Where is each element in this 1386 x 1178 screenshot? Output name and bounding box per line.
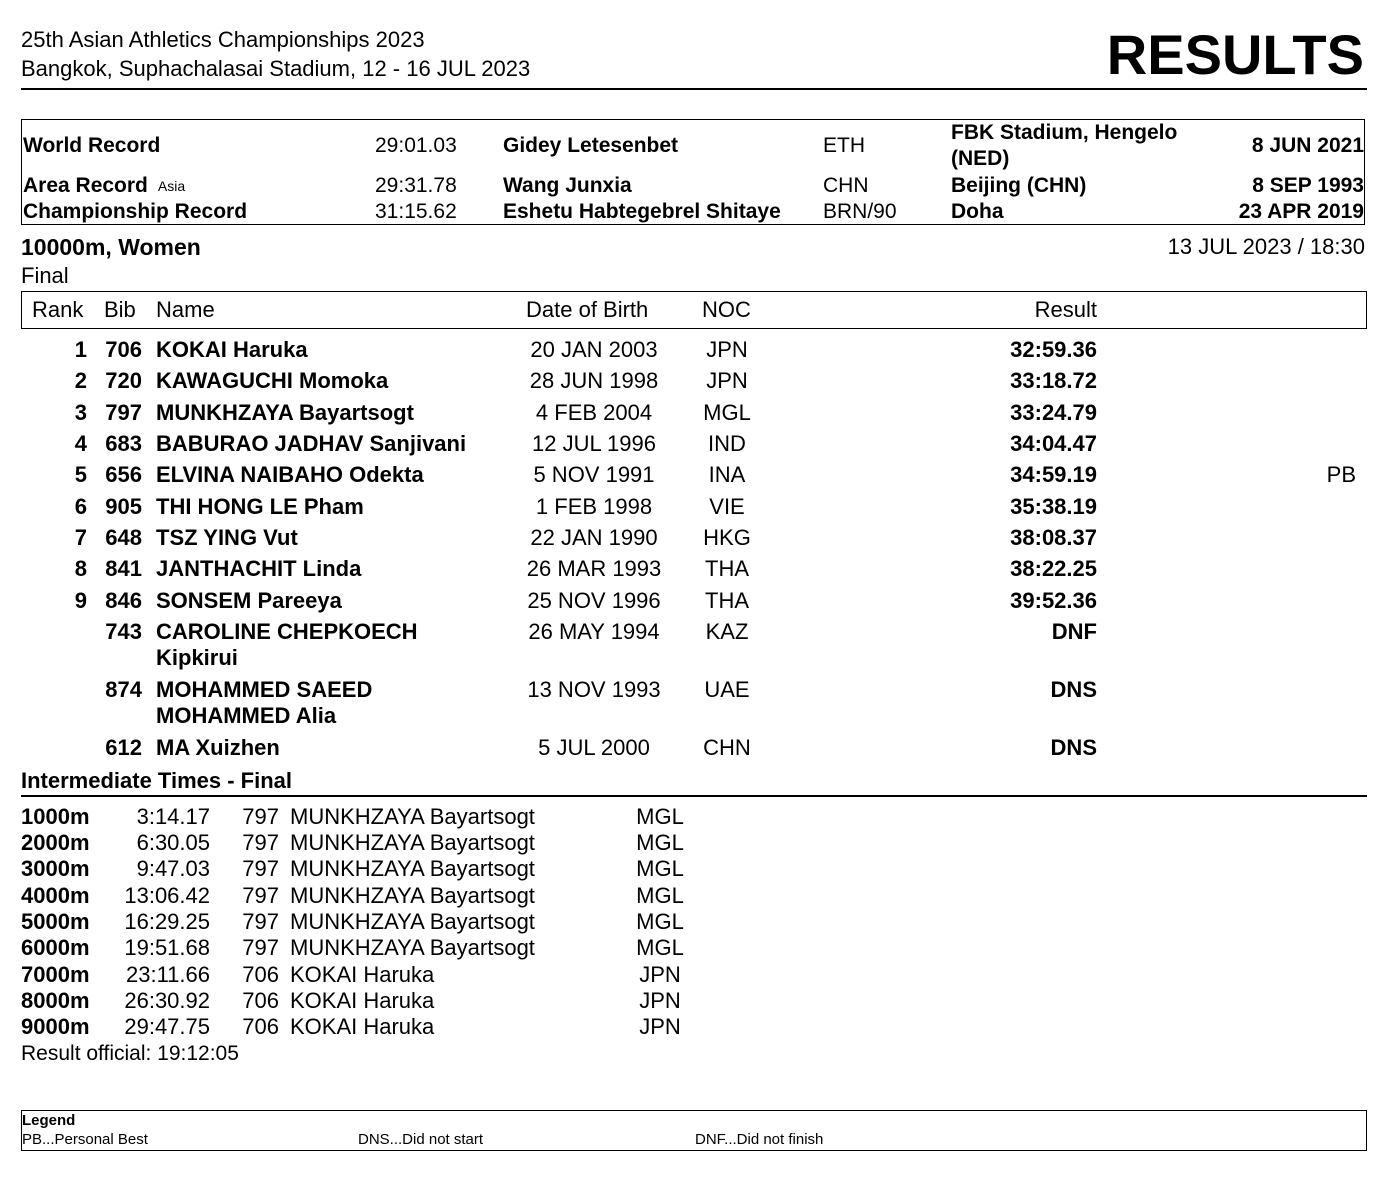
record-noc: BRN/90 [823, 200, 897, 223]
date-of-birth: 28 JUN 1998 [529, 368, 659, 393]
result: 34:59.19 [1010, 462, 1097, 487]
event-title: 10000m, Women [21, 234, 201, 260]
split-leader: MUNKHZAYA Bayartsogt [290, 804, 535, 829]
result: 33:24.79 [1010, 400, 1097, 425]
athlete-name-cont: Kipkirui [156, 645, 238, 670]
record-date: 23 APR 2019 [1238, 200, 1364, 223]
date-of-birth: 4 FEB 2004 [535, 400, 653, 425]
split-noc: MGL [636, 909, 684, 934]
record-type: Area Record Asia [23, 174, 186, 197]
rank: 5 [74, 462, 87, 487]
split-time: 3:14.17 [136, 804, 210, 829]
split-time: 23:11.66 [125, 962, 210, 987]
noc: UAE [704, 677, 750, 702]
document-type-title: RESULTS [1106, 23, 1364, 86]
split-time: 16:29.25 [124, 909, 210, 934]
bib: 846 [105, 588, 142, 613]
athlete-name: MUNKHZAYA Bayartsogt [156, 400, 414, 425]
rank: 6 [74, 494, 87, 519]
col-header-dob: Date of Birth [526, 297, 649, 322]
split-distance: 2000m [21, 830, 90, 855]
split-leader: KOKAI Haruka [290, 988, 435, 1013]
date-of-birth: 25 NOV 1996 [527, 588, 661, 613]
bib: 905 [105, 494, 142, 519]
split-time: 13:06.42 [124, 883, 210, 908]
split-bib: 797 [242, 883, 279, 908]
noc: MGL [703, 400, 751, 425]
result: DNF [1051, 619, 1097, 644]
record-venue: Doha [951, 200, 1004, 223]
rank: 8 [74, 556, 87, 581]
date-of-birth: 22 JAN 1990 [530, 525, 658, 550]
split-distance: 9000m [21, 1014, 90, 1039]
result-note: PB [1326, 462, 1356, 487]
record-noc: CHN [823, 174, 869, 197]
record-time: 29:01.03 [375, 134, 457, 157]
intermediate-title: Intermediate Times - Final [21, 768, 293, 793]
legend-item-dns: DNS...Did not start [358, 1131, 484, 1148]
split-distance: 3000m [21, 856, 90, 881]
date-of-birth: 5 JUL 2000 [538, 735, 650, 760]
col-header-bib: Bib [104, 297, 136, 322]
record-holder: Eshetu Habtegebrel Shitaye [503, 200, 781, 223]
date-of-birth: 13 NOV 1993 [527, 677, 661, 702]
result: DNS [1050, 677, 1097, 702]
noc: KAZ [705, 619, 749, 644]
record-venue: FBK Stadium, Hengelo [951, 121, 1178, 144]
split-noc: MGL [636, 830, 684, 855]
split-bib: 797 [242, 830, 279, 855]
split-leader: KOKAI Haruka [290, 1014, 435, 1039]
noc: VIE [709, 494, 745, 519]
results-header-box [21, 291, 1367, 329]
legend-item-pb: PB...Personal Best [22, 1131, 148, 1148]
split-bib: 797 [242, 804, 279, 829]
result-official-time: Result official: 19:12:05 [21, 1042, 239, 1065]
athlete-name: SONSEM Pareeya [156, 588, 342, 613]
rank: 3 [74, 400, 87, 425]
event-round: Final [21, 263, 69, 288]
rank: 1 [74, 337, 87, 362]
split-bib: 706 [242, 988, 279, 1013]
result: 38:08.37 [1010, 525, 1097, 550]
result: 34:04.47 [1010, 431, 1097, 456]
venue-and-dates: Bangkok, Suphachalasai Stadium, 12 - 16 JUL 2023 [21, 56, 531, 81]
split-distance: 5000m [21, 909, 90, 934]
bib: 841 [105, 556, 142, 581]
split-time: 26:30.92 [124, 988, 210, 1013]
result: 38:22.25 [1010, 556, 1097, 581]
split-time: 6:30.05 [136, 830, 210, 855]
split-time: 19:51.68 [124, 935, 210, 960]
split-noc: JPN [639, 962, 681, 987]
noc: INA [708, 462, 746, 487]
record-venue: Beijing (CHN) [951, 174, 1087, 197]
intermediate-divider [21, 795, 1367, 797]
noc: IND [708, 431, 746, 456]
record-holder: Wang Junxia [503, 174, 632, 197]
col-header-name: Name [156, 297, 215, 322]
athlete-name: MOHAMMED SAEED [156, 677, 373, 702]
date-of-birth: 1 FEB 1998 [535, 494, 653, 519]
bib: 656 [105, 462, 142, 487]
noc: CHN [703, 735, 751, 760]
split-distance: 8000m [21, 988, 90, 1013]
split-leader: MUNKHZAYA Bayartsogt [290, 935, 535, 960]
col-header-noc: NOC [702, 297, 751, 322]
legend-box [21, 1110, 1367, 1151]
bib: 743 [105, 619, 142, 644]
legend-item-dnf: DNF...Did not finish [695, 1131, 824, 1148]
record-time: 29:31.78 [375, 174, 457, 197]
date-of-birth: 26 MAY 1994 [528, 619, 660, 644]
bib: 706 [105, 337, 142, 362]
noc: JPN [706, 337, 748, 362]
record-noc: ETH [823, 134, 865, 157]
athlete-name: KOKAI Haruka [156, 337, 308, 362]
split-leader: MUNKHZAYA Bayartsogt [290, 830, 535, 855]
record-venue-cont: (NED) [951, 147, 1010, 170]
noc: THA [705, 556, 749, 581]
athlete-name: BABURAO JADHAV Sanjivani [156, 431, 467, 456]
split-leader: MUNKHZAYA Bayartsogt [290, 856, 535, 881]
split-leader: MUNKHZAYA Bayartsogt [290, 883, 535, 908]
col-header-result: Result [1034, 297, 1097, 322]
split-distance: 7000m [21, 962, 90, 987]
date-of-birth: 5 NOV 1991 [533, 462, 655, 487]
bib: 648 [105, 525, 142, 550]
athlete-name: ELVINA NAIBAHO Odekta [156, 462, 424, 487]
split-leader: MUNKHZAYA Bayartsogt [290, 909, 535, 934]
rank: 4 [74, 431, 87, 456]
athlete-name: KAWAGUCHI Momoka [156, 368, 389, 393]
athlete-name: THI HONG LE Pham [156, 494, 364, 519]
split-distance: 1000m [21, 804, 90, 829]
rank: 9 [74, 588, 87, 613]
result: 39:52.36 [1010, 588, 1097, 613]
bib: 612 [105, 735, 142, 760]
championship-name: 25th Asian Athletics Championships 2023 [21, 27, 425, 52]
bib: 797 [105, 400, 142, 425]
rank: 7 [74, 525, 87, 550]
result: DNS [1050, 735, 1097, 760]
record-type: Championship Record [23, 200, 248, 223]
record-holder: Gidey Letesenbet [503, 134, 679, 157]
record-date: 8 SEP 1993 [1252, 174, 1364, 197]
record-time: 31:15.62 [375, 200, 457, 223]
result: 35:38.19 [1010, 494, 1097, 519]
athlete-name: JANTHACHIT Linda [156, 556, 362, 581]
date-of-birth: 26 MAR 1993 [526, 556, 662, 581]
bib: 720 [105, 368, 142, 393]
legend-title: Legend [22, 1112, 76, 1129]
bib: 874 [105, 677, 142, 702]
header-divider [21, 88, 1367, 90]
date-of-birth: 20 JAN 2003 [530, 337, 658, 362]
split-noc: JPN [639, 1014, 681, 1039]
rank: 2 [74, 368, 87, 393]
split-time: 9:47.03 [136, 856, 210, 881]
split-leader: KOKAI Haruka [290, 962, 435, 987]
date-of-birth: 12 JUL 1996 [532, 431, 656, 456]
result: 32:59.36 [1010, 337, 1097, 362]
split-bib: 797 [242, 909, 279, 934]
athlete-name: TSZ YING Vut [156, 525, 298, 550]
bib: 683 [105, 431, 142, 456]
split-bib: 706 [242, 1014, 279, 1039]
split-bib: 706 [242, 962, 279, 987]
record-date: 8 JUN 2021 [1251, 134, 1364, 157]
record-area: Asia [157, 178, 186, 195]
noc: JPN [706, 368, 748, 393]
split-noc: MGL [636, 935, 684, 960]
col-header-rank: Rank [32, 297, 84, 322]
athlete-name-cont: MOHAMMED Alia [156, 703, 337, 728]
split-distance: 6000m [21, 935, 90, 960]
split-time: 29:47.75 [124, 1014, 210, 1039]
split-distance: 4000m [21, 883, 90, 908]
athlete-name: MA Xuizhen [156, 735, 280, 760]
split-bib: 797 [242, 856, 279, 881]
athlete-name: CAROLINE CHEPKOECH [156, 619, 418, 644]
result: 33:18.72 [1010, 368, 1097, 393]
event-datetime: 13 JUL 2023 / 18:30 [1167, 234, 1365, 259]
record-type: World Record [23, 134, 161, 157]
noc: THA [705, 588, 749, 613]
split-noc: MGL [636, 804, 684, 829]
split-noc: MGL [636, 856, 684, 881]
split-noc: MGL [636, 883, 684, 908]
split-bib: 797 [242, 935, 279, 960]
split-noc: JPN [639, 988, 681, 1013]
noc: HKG [703, 525, 751, 550]
